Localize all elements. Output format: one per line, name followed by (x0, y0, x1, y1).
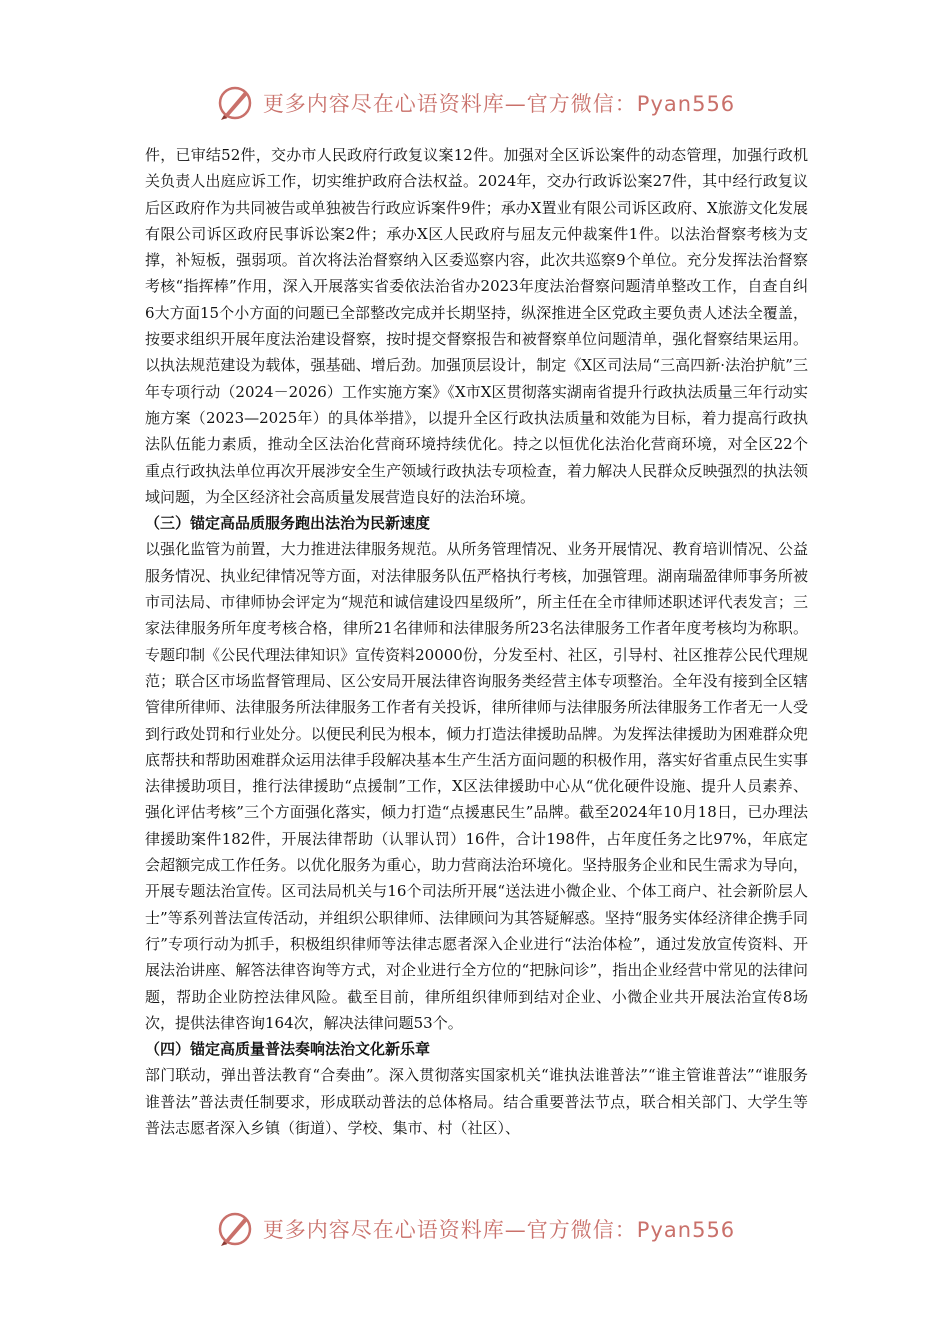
watermark-text: 更多内容尽在心语资料库—官方微信：Pyan556 (262, 92, 736, 116)
pen-logo-icon (215, 83, 255, 123)
section-heading-4: （四）锚定高质量普法奏响法治文化新乐章 (145, 1040, 431, 1059)
watermark-text: 更多内容尽在心语资料库—官方微信：Pyan556 (262, 1218, 736, 1242)
paragraph-1: 件，已审结52件，交办市人民政府行政复议案12件。加强对全区诉讼案件的动态管理，加强行政机关负责人出庭应诉工作，切实维护政府合法权益。2024年，交办行政诉讼案27件，其中经行政复议后区政府作为共同被告或单独被告行政应诉案件9件；承办X置业有限公司诉区政府、X旅游文化发展有限公司诉区政府民事诉讼案2件；承办X区人民政府与屈友元仲裁案件1件。以法治督察考核为支撑，补短板，强弱项。首次将法治督察纳入区委巡察内容，此次共巡察9个单位。充分发挥法治督察考核“指挥棒”作用，深入开展落实省委依法治省办2023年度法治督察问题清单整改工作，自查自纠6大方面15个小方面的问题已全部整改完成并长期坚持，纵深推进全区党政主要负责人述法全覆盖，按要求组织开展年度法治建设督察，按时提交督察报告和被督察单位问题清单，强化督察结果运用。以执法规范建设为载体，强基础、增后劲。加强顶层设计，制定《X区司法局“三高四新·法治护航”三年专项行动（2024－2026）工作实施方案》《X市X区贯彻落实湖南省提升行政执法质量三年行动实施方案（2023—2025年）的具体举措》，以提升全区行政执法质量和效能为目标，着力提高行政执法队伍能力素质，推动全区法治化营商环境持续优化。持之以恒优化法治化营商环境，对全区22个重点行政执法单位再次开展涉安全生产领域行政执法专项检查，着力解决人民群众反映强烈的执法领域问题，为全区经济社会高质量发展营造良好的法治环境。 (145, 146, 808, 506)
paragraph-2: 以强化监管为前置，大力推进法律服务规范。从所务管理情况、业务开展情况、教育培训情况、公益服务情况、执业纪律情况等方面，对法律服务队伍严格执行考核，加强管理。湖南瑞盈律师事务所被市司法局、市律师协会评定为“规范和诚信建设四星级所”，所主任在全市律师述职述评代表发言；三家法律服务所年度考核合格，律所21名律师和法律服务所23名法律服务工作者年度考核均为称职。专题印制《公民代理法律知识》宣传资料20000份，分发至村、社区，引导村、社区推荐公民代理规范；联合区市场监督管理局、区公安局开展法律咨询服务类经营主体专项整治。全年没有接到全区辖管律所律师、法律服务所法律服务工作者有关投诉，律所律师与法律服务所法律服务工作者无一人受到行政处罚和行业处分。以便民利民为根本，倾力打造法律援助品牌。为发挥法律援助为困难群众兜底帮扶和帮助困难群众运用法律手段解决基本生产生活方面问题的积极作用，落实好省重点民生实事法律援助项目，推行法律援助“点援制”工作，X区法律援助中心从“优化硬件设施、提升人员素养、强化评估考核”三个方面强化落实，倾力打造“点援惠民生”品牌。截至2024年10月18日，已办理法律援助案件182件，开展法律帮助（认罪认罚）16件，合计198件，占年度任务之比97%，年底定会超额完成工作任务。以优化服务为重心，助力营商法治环境化。坚持服务企业和民生需求为导向，开展专题法治宣传。区司法局机关与16个司法所开展“送法进小微企业、个体工商户、社会新阶层人士”等系列普法宣传活动，并组织公职律师、法律顾问为其答疑解惑。坚持“服务实体经济律企携手同行”专项行动为抓手，积极组织律师等法律志愿者深入企业进行“法治体检”，通过发放宣传资料、开展法治讲座、解答法律咨询等方式，对企业进行全方位的“把脉问诊”，指出企业经营中常见的法律问题，帮助企业防控法律风险。截至目前，律所组织律师到结对企业、小微企业共开展法治宣传8场次，提供法律咨询164次，解决法律问题53个。 (145, 540, 808, 1032)
footer-watermark (0, 1206, 950, 1252)
paragraph-3: 部门联动，弹出普法教育“合奏曲”。深入贯彻落实国家机关“谁执法谁普法”“谁主管谁普法”“谁服务谁普法”普法责任制要求，形成联动普法的总体格局。结合重要普法节点，联合相关部门、大学生等普法志愿者深入乡镇（街道）、学校、集市、村（社区）、 (145, 1066, 808, 1137)
pen-logo-icon (215, 1209, 255, 1249)
section-heading-3: （三）锚定高品质服务跑出法治为民新速度 (145, 514, 431, 533)
header-watermark (0, 80, 950, 126)
document-body (145, 142, 808, 1141)
